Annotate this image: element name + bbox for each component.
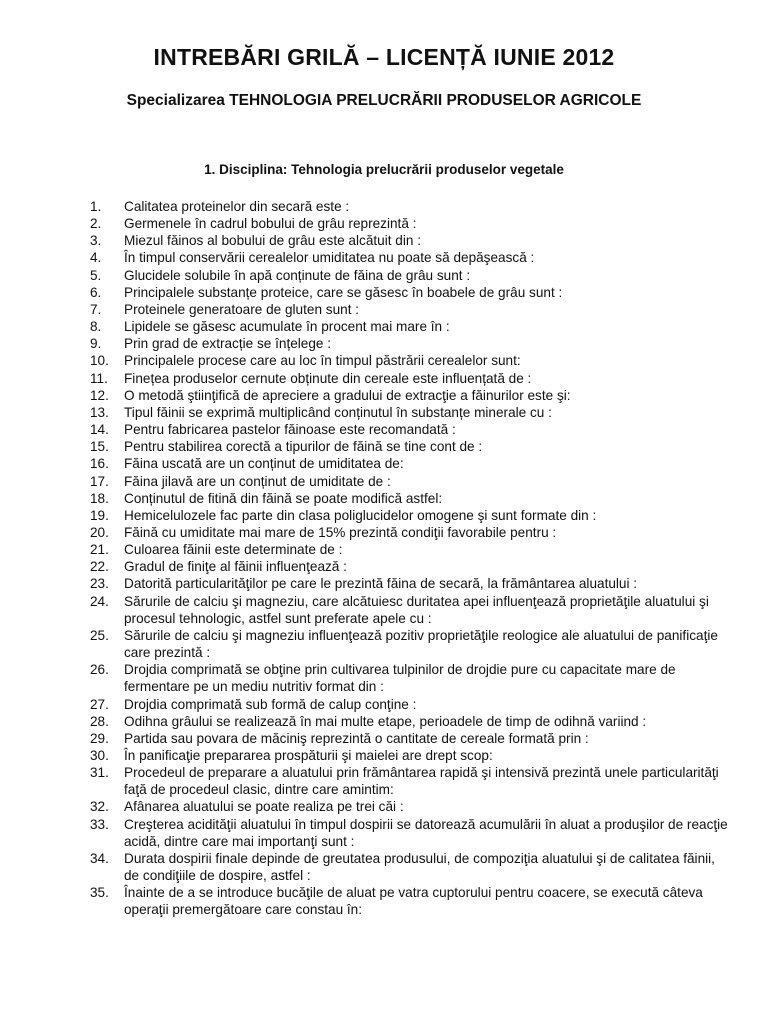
- question-number: 16.: [90, 456, 109, 472]
- question-number: 4.: [90, 250, 102, 266]
- document-title: INTREBĂRI GRILĂ – LICENȚĂ IUNIE 2012: [153, 44, 615, 70]
- list-item: [90, 713, 730, 730]
- document-subtitle: Specializarea TEHNOLOGIA PRELUCRĂRII PRODUSELOR AGRICOLE: [126, 92, 642, 109]
- question-number: 14.: [90, 422, 109, 438]
- list-item: [90, 490, 730, 507]
- question-text: Miezul făinos al bobului de grâu este alcătuit din :: [124, 233, 421, 249]
- question-number: 19.: [90, 507, 109, 523]
- question-text: Glucidele solubile în apă conținute de făina de grâu sunt :: [124, 267, 471, 283]
- question-number: 15.: [90, 439, 109, 455]
- list-item: [90, 575, 730, 592]
- list-item: [90, 198, 730, 215]
- question-text: Înainte de a se introduce bucăţile de aluat pe vatra cuptorului pentru coacere, se execută câteva operaţii premergătoare care constau în:: [124, 885, 703, 918]
- question-text: Odihna grâului se realizează în mai multe etape, perioadele de timp de odihnă variind :: [124, 713, 647, 729]
- list-item: [90, 301, 730, 318]
- list-item: [90, 421, 730, 438]
- list-item: [90, 507, 730, 524]
- question-number: 8.: [90, 319, 102, 335]
- question-number: 12.: [90, 387, 109, 403]
- question-text: Durata dospirii finale depinde de greutatea produsului, de compoziţia aluatului şi de calitatea făinii, de condiţiile de dospire, astfel :: [124, 850, 715, 884]
- list-item: [90, 764, 730, 798]
- question-text: În panificaţie prepararea prospăturii şi maielei are drept scop:: [124, 748, 493, 763]
- list-item: [90, 284, 730, 301]
- question-text: Pentru fabricarea pastelor făinoase este recomandată :: [124, 422, 456, 438]
- question-number: 20.: [90, 524, 109, 540]
- question-number: 24.: [90, 593, 109, 609]
- question-number: 3.: [90, 233, 102, 249]
- question-text: În timpul conservării cerealelor umiditatea nu poate să depăşească :: [124, 250, 535, 266]
- question-text: Hemicelulozele fac parte din clasa poliglucidelor omogene şi sunt formate din :: [124, 507, 597, 523]
- question-text: Făina uscată are un conținut de umiditatea de:: [124, 456, 404, 472]
- question-text: Gradul de finiţe al făinii influenţează :: [124, 559, 347, 575]
- question-number: 21.: [90, 542, 109, 558]
- question-number: 2.: [90, 216, 102, 232]
- question-number: 10.: [90, 353, 109, 369]
- list-item: [90, 455, 730, 472]
- list-item: [90, 249, 730, 266]
- question-number: 1.: [90, 199, 102, 214]
- question-text: Principalele procese care au loc în timpul păstrării cerealelor sunt:: [124, 353, 521, 369]
- question-number: 9.: [90, 336, 102, 352]
- question-text: Finețea produselor cernute obținute din cereale este influențată de :: [124, 370, 532, 386]
- list-item: [90, 696, 730, 713]
- question-number: 13.: [90, 404, 109, 420]
- list-item: [90, 524, 730, 541]
- list-item: [90, 798, 730, 815]
- question-number: 26.: [90, 662, 109, 678]
- question-text: Conținutul de fitină din făină se poate modifică astfel:: [124, 490, 443, 506]
- question-text: Tipul făinii se exprimă multiplicând conținutul în substanțe minerale cu :: [124, 404, 552, 420]
- list-item: [90, 473, 730, 490]
- question-text: Partida sau povara de măciniş reprezintă o cantitate de cereale formată prin :: [124, 730, 589, 746]
- list-item: [90, 232, 730, 249]
- question-text: Datorită particularităţilor pe care le prezintă făina de secară, la frământarea aluatului :: [124, 576, 638, 592]
- list-item: [90, 850, 730, 884]
- question-number: 11.: [90, 370, 108, 386]
- question-number: 6.: [90, 284, 102, 300]
- list-item: [90, 541, 730, 558]
- list-item: [90, 730, 730, 747]
- question-text: Proteinele generatoare de gluten sunt :: [124, 301, 360, 317]
- question-number: 27.: [90, 696, 109, 712]
- list-item: [90, 215, 730, 232]
- question-text: Lipidele se găsesc acumulate în procent mai mare în :: [124, 319, 450, 335]
- discipline-heading: 1. Disciplina: Tehnologia prelucrării produselor vegetale: [204, 162, 564, 177]
- question-text: Drojdia comprimată sub formă de calup conţine :: [124, 696, 417, 712]
- question-number: 18.: [90, 490, 109, 506]
- question-number: 25.: [90, 627, 109, 643]
- list-item: [90, 370, 730, 387]
- question-text: Făina jilavă are un conținut de umiditate de :: [124, 473, 391, 489]
- question-text: Germenele în cadrul bobului de grâu reprezintă :: [124, 216, 417, 232]
- question-text: Calitatea proteinelor din secară este :: [124, 199, 350, 214]
- list-item: [90, 404, 730, 421]
- question-number: 17.: [90, 473, 109, 489]
- question-number: 31.: [90, 765, 109, 781]
- question-number: 29.: [90, 730, 109, 746]
- list-item: [90, 627, 730, 661]
- question-number: 33.: [90, 816, 109, 832]
- question-list: [90, 198, 730, 919]
- question-text: Drojdia comprimată se obţine prin cultivarea tulpinilor de drojdie pure cu capacitate mare de fermentare pe un mediu nutritiv format din :: [124, 662, 676, 695]
- list-item: [90, 747, 730, 764]
- question-text: O metodă ştiinţifică de apreciere a gradului de extracţie a făinurilor este şi:: [124, 387, 571, 403]
- list-item: [90, 438, 730, 455]
- question-text: Procedeul de preparare a aluatului prin frământarea rapidă şi intensivă prezintă unele particularităţi faţă de procedeul clasic, dintre care amintim:: [124, 765, 719, 798]
- question-number: 23.: [90, 576, 109, 592]
- list-item: [90, 816, 730, 850]
- question-text: Creşterea acidităţii aluatului în timpul dospirii se datorează acumulării în aluat a produşilor de reacţie acidă, dintre care mai importanţi sunt :: [124, 816, 728, 849]
- question-number: 5.: [90, 267, 102, 283]
- question-text: Culoarea făinii este determinate de :: [124, 542, 343, 558]
- question-number: 22.: [90, 559, 109, 575]
- question-text: Principalele substanțe proteice, care se găsesc în boabele de grâu sunt :: [124, 284, 563, 300]
- question-number: 30.: [90, 748, 109, 763]
- list-item: [90, 352, 730, 369]
- question-text: Afânarea aluatului se poate realiza pe trei căi :: [124, 799, 404, 815]
- list-item: [90, 387, 730, 404]
- question-text: Pentru stabilirea corectă a tipurilor de făină se tine cont de :: [124, 439, 483, 455]
- question-number: 32.: [90, 799, 109, 815]
- question-text: Sărurile de calciu şi magneziu, care alcătuiesc duritatea apei influenţează proprietăţile aluatului şi procesul tehnologic, astfel sunt preferate apele cu :: [124, 593, 709, 626]
- question-text: Sărurile de calciu şi magneziu influenţează pozitiv proprietăţile reologice ale aluatului de panificaţie care prezintă :: [124, 627, 718, 661]
- question-number: 34.: [90, 850, 109, 866]
- list-item: [90, 558, 730, 575]
- question-number: 28.: [90, 713, 109, 729]
- list-item: [90, 318, 730, 335]
- list-item: [90, 335, 730, 352]
- list-item: [90, 593, 730, 627]
- question-text: Prin grad de extracție se înțelege :: [124, 336, 332, 352]
- list-item: [90, 661, 730, 695]
- question-number: 7.: [90, 301, 102, 317]
- list-item: [90, 267, 730, 284]
- question-number: 35.: [90, 885, 109, 901]
- question-text: Făină cu umiditate mai mare de 15% prezintă condiţii favorabile pentru :: [124, 524, 557, 540]
- list-item: [90, 884, 730, 918]
